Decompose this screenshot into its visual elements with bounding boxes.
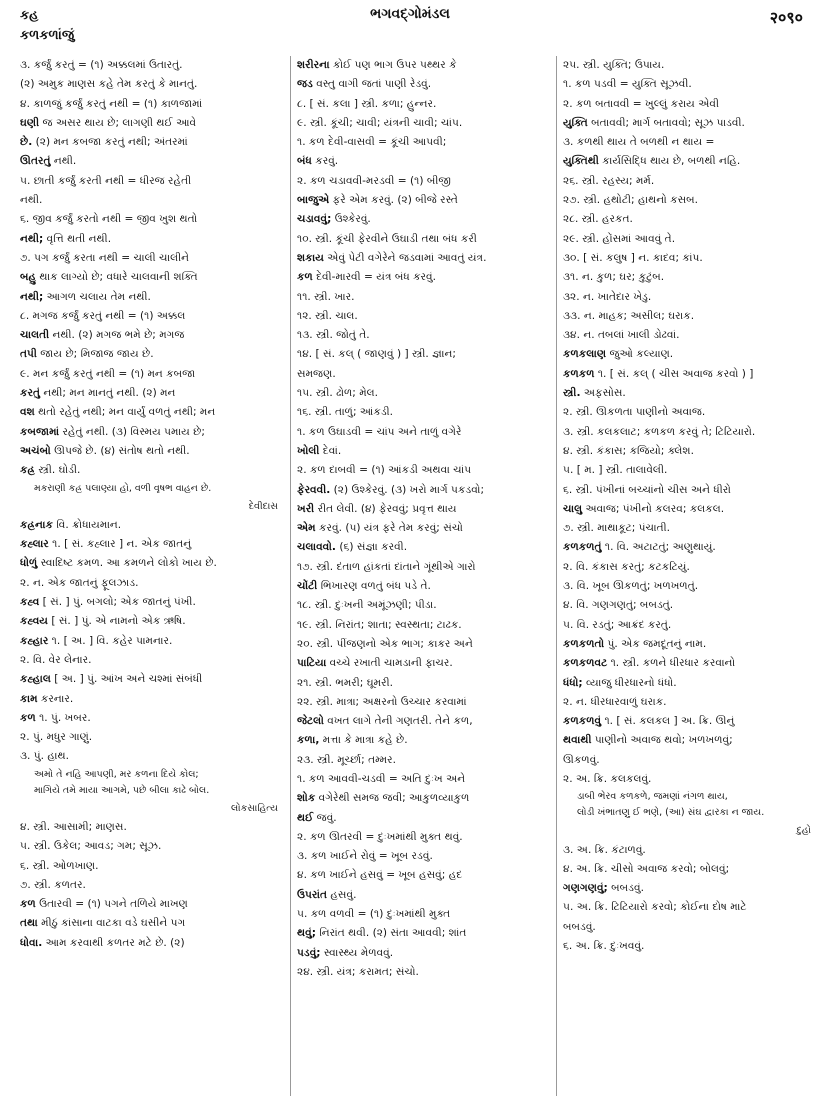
entry-line: દેવીદાસ [248,500,278,512]
entry-line: ૩. કળથી થાય તે બળથી ન થાય = [563,136,715,149]
headword: છે. [20,136,33,149]
entry-line: ૨૪. સ્ત્રી. યંત્ર; કરામત; સંચો. [297,965,419,978]
entry-line: કબજામાં રહેતું નથી. (૩) વિસ્મય પમાય છે; [20,425,205,438]
headword: કહ્હાર [20,634,49,647]
left-guide-word: કહ [20,8,39,23]
headword: ચડાવવું; [297,213,332,226]
entry-line: ૫. કળ વળવી = (૧) દુઃખમાંથી મુક્ત [297,908,451,921]
entry-line: અચંબો ઊપજે છે. (૪) સંતોષ થતો નથી. [20,444,190,457]
headword: વશ [20,406,35,419]
entry-line: કહ્હાર ૧. [ અ. ] વિ. કહેર પામનાર. [20,634,173,647]
entry-line: ૨. કળ ઊતરવી = દુઃખમાંથી મુક્ત થવું. [297,830,463,843]
entry-line: ૪. સ્ત્રી. કંકાસ; કજિયો; ક્લેશ. [563,444,694,457]
entry-line: લોડી ખંભાતણુ ઈ ભણે, (આ) સંઘ દ્વારકા ન જાય. [577,807,765,819]
entry-line: ૨૩. સ્ત્રી. મૂર્ચ્છા; તમ્મર. [297,753,396,766]
entry-line: ૧૭. સ્ત્રી. દંતાળ હાંકતાં દાંતાને ગૂંથીએ ગારો [297,560,476,573]
entry-line: ૨૯. સ્ત્રી. હોંસમાં આવવું તે. [563,232,676,245]
entry-line: ડાબી ભેરવ કળકળે, જમણાં નંગળ થાય, [577,791,728,803]
entry-line: મકરાણી કહ્ર પલાણ્યા હો, વળી વૃષભ વાહન છે. [34,482,212,494]
headword: કામ [20,692,38,705]
headword: ધંધો; [563,676,583,689]
entry-line: બહુ થાક લાગ્યો છે; વધારે ચાલવાની શક્તિ [20,271,198,284]
headword: કહ્લાર [20,538,49,551]
entry-line: ઊકળવું. [563,753,600,766]
entry-line: કહ્વ [ સં. ] પું. બગલો; એક જાતનું પંખી. [20,596,196,609]
column-2 [290,56,555,1096]
entry-line: ૩૧. ન. કુળ; ઘર; કુટુંબ. [563,271,665,284]
entry-line: ૩૦. [ સં. કલુષ ] ન. કાદવ; કાંપ. [563,251,703,264]
headword: કળકલાણ [563,348,607,361]
entry-line: ૨. ન. ધીરધારવાળું ઘરાક. [563,695,667,708]
entry-line: શકાય એવું પેટી વગેરેને જડવામાં આવતું યંત્ર. [297,251,487,264]
entry-line: યુક્તિ બતાવવી; માર્ગ બતાવવો; સૂઝ પાડવી. [563,116,745,129]
entry-line: ૭. સ્ત્રી. કળતર. [20,878,86,891]
headword: ગણગણવું; [563,882,608,895]
entry-line: ૯. સ્ત્રી. કૂંચી; ચાવી; યંત્રની ચાવી; ચાંપ. [297,116,463,129]
entry-line: કહ્વય [ સં. ] પું. એ નામનો એક ઋષિ. [20,615,186,628]
page-header [0,0,825,40]
headword: અચંબો [20,444,51,457]
entry-line: ૨. વિ. કંકાસ કરતું; કટકટિયું. [563,560,690,573]
entry-line: ૩૨. ન. ખાતેદાર ખેડુ. [563,290,652,303]
entry-line: ૨. ન. એક જાતનું ફૂલઝાડ. [20,576,139,589]
entry-line: કળકળ ૧. [ સં. કલ્ ( ચીસ અવાજ કરવો ) ] [563,367,754,380]
headword: થવાથી [563,734,592,747]
entry-line: કહ્હાલ [ અ. ] પું. આંખ અને ચશ્માં સંબંધી [20,673,203,686]
entry-line: માગિયે તમે માયા આગમે, પછે બીલા કાઢે બોલ. [34,784,210,796]
entry-line: કળકળતું ૧. વિ. અટાટતું; અણુથાયું. [563,541,716,554]
entry-line: પડવું; સ્વાસ્થ્ય મેળવવું. [297,946,394,959]
entry-line: ખરી રીત લેવી. (૪) ફેરવવું; પ્રવૃત્ત થાય [297,502,457,515]
entry-line: ૨. કળ ચડાવવી-મરડવી = (૧) બીજી [297,174,451,187]
entry-line: જેટલો વખત લાગે તેની ગણતરી. તેને કળ, [297,715,473,728]
entry-line: બબડવું. [563,920,596,933]
page-number: २०९० [769,8,803,27]
entry-line: કહ્લાર ૧. [ સં. કહ્લાર ] ન. એક જાતનું [20,538,192,551]
entry-line: ૧૪. [ સં. કલ્ ( જાણવું ) ] સ્ત્રી. જ્ઞાન; [297,348,456,361]
entry-line: કરતું નથી; મન માનતું નથી. (૨) મન [20,387,176,400]
headword: એમ [297,522,316,535]
headword: કળકળ [563,367,595,380]
headword: શકાય [297,251,324,264]
entry-line: ૨૫. સ્ત્રી. યુક્તિ; ઉપાય. [563,59,665,71]
headword: કળકળતું [563,541,602,554]
entry-line: કળકળવટ ૧. સ્ત્રી. કળને ધીરધાર કરવાનો [563,657,736,670]
entry-line: ચડાવવું; ઉશ્કેરવું. [297,213,371,226]
entry-line: ૩૩. ન. માહક; અસીલ; ઘરાક. [563,309,695,322]
headword: કળકળવટ [563,657,608,670]
entry-line: (૨) અમુક માણસ કહે તેમ કરતું કે માનતું. [20,78,198,91]
entry-line: ફેરવવી. (૨) ઉશ્કેરવું. (૩) ખરો માર્ગ પકડવો; [297,483,485,496]
entry-line: ૨. પું. મધુર ગાણું. [20,731,93,744]
entry-line: કહ્ર સ્ત્રી. ઘોડી. [20,464,81,477]
headword: થવું; [297,927,316,940]
headword: ખરી [297,502,315,515]
entry-line: કળકલાણ જુઓ કલ્યાણ. [563,348,674,361]
entry-line: પાટિયા વચ્ચે રખાતી ચામડાની ફાચર. [297,657,453,670]
entry-line: ૨. સ્ત્રી. ઊકળતા પાણીનો અવાજ. [563,406,706,419]
headword: કહ્વ [20,596,40,609]
entry-line: અમો તે નહિ આપણી, મર કળના દિયે કોલ; [34,768,199,780]
entry-line: નથી. [20,194,43,207]
entry-line: ૨. વિ. વેર લેનાર. [20,653,92,666]
headword: બાજુએ [297,194,330,207]
headword: શોક [297,792,316,805]
entry-line: એમ કરવું. (૫) યંત્ર ફરે તેમ કરવું; સંચો [297,522,463,535]
entry-line: નથી; વૃત્તિ થતી નથી. [20,232,112,245]
entry-line: છે. (૨) મન કબજા કરતું નથી; અંતરમાં [20,136,188,149]
headword: કળકળતો [563,637,605,650]
entry-line: લોકસાહિત્ય [231,802,278,814]
entry-line: ચોંટી ભિખારણ વળતું બંધ પડે તે. [297,580,431,593]
entry-line: કળ ઉતારવી = (૧) પગને તળિયે માખણ [20,898,188,911]
entry-line: ૪. સ્ત્રી. આસામી; માણસ. [20,820,127,833]
entry-line: ૪. વિ. ગણગણતું; બબડતું. [563,599,674,612]
entry-line: ૫. અ. ક્રિ. ટિટિયારો કરવો; કોઈના દોષ માટે [563,901,747,914]
entry-line: ૮. [ સં. કલા ] સ્ત્રી. કળા; હુન્નર. [297,97,437,110]
headword: તપી [20,348,37,361]
headword: ઊતરતું [20,155,51,168]
entry-line: કળા, મત્તા કે માત્રા કહે છે. [297,734,408,747]
entry-line: કળકળતો પું. એક જમદૂતનું નામ. [563,637,707,650]
entry-line: ચલાવવો. (૬) સંજ્ઞા કરવી. [297,541,408,554]
entry-line: ૬. અ. ક્રિ. દુઃખવવું. [563,940,645,953]
entry-line: ૩. પું. હાથ. [20,750,70,763]
entry-line: ૬. સ્ત્રી. પંખીનાં બચ્ચાંનો ચીસ અને ધીરો [563,483,731,496]
entry-line: ૪. અ. ક્રિ. ચીસો અવાજ કરવો; બોલવું; [563,862,730,875]
entry-line: ગણગણવું; બબડવું. [563,882,644,895]
entry-line: ૧. કળ ઉઘાડવી = ચાંપ અને તાળું વગેરે [297,425,462,438]
headword: ઉપરાંત [297,888,327,901]
entry-line: ૨૭. સ્ત્રી. હથોટી; હાથનો કસબ. [563,194,699,207]
entry-line: ઊતરતું નથી. [20,155,77,168]
headword: બંધ [297,155,312,168]
headword: ચાલતી [20,329,50,342]
headword: કહ્હાલ [20,673,51,686]
entry-line: ૫. છાતી કર્જું કરતી નથી = ધીરજ રહેતી [20,174,192,187]
entry-line: ૫. [ મ. ] સ્ત્રી. તાલાવેલી. [563,464,668,477]
entry-line: ૧. કળ આવવી-ચડવી = અતિ દુઃખ અને [297,772,466,785]
headword: કહ્ર [20,464,36,477]
entry-line: બંધ કરવું. [297,155,339,168]
entry-line: થવાથી પાણીનો અવાજ થવો; ખળખળવું; [563,734,733,747]
headword: કહ્વય [20,615,48,628]
entry-line: ૧૩. સ્ત્રી. જોતું તે. [297,329,370,342]
headword: ધોળું [20,557,38,570]
entry-line: યુક્તિથી કાર્યસિદ્ધિ થાય છે, બળથી નહિ. [563,155,741,168]
entry-line: ૬. સ્ત્રી. ઓળખાણ. [20,859,99,872]
entry-line: શોક વગેરેથી સમજ જવી; આકુળવ્યાકુળ [297,792,470,805]
headword: કળ [297,271,313,284]
headword: ચોંટી [297,580,318,593]
entry-line: ૮. મગજ કર્જું કરતું નથી = (૧) અક્કલ [20,309,186,322]
sub-guide-word: કળકળાંજું [20,28,75,43]
entry-line: ૩૪. ન. તબલાં ખાલી ડોઢવાં. [563,329,680,342]
headword: કળા, [297,734,320,747]
entry-line: કહ્રનાક વિ. ક્રોધાયમાન. [20,518,122,531]
entry-line: ૧૯. સ્ત્રી. નિરાંત; શાતા; સ્વસ્થતા; ટાઢક. [297,618,462,631]
entry-line: ૭. સ્ત્રી. માથાકૂટ; પંચાતી. [563,522,671,535]
entry-line: ૨૨. સ્ત્રી. માત્રા; અક્ષરનો ઉચ્ચાર કરવામાં [297,695,467,708]
headword: નથી; [20,290,44,303]
headword: જેટલો [297,715,324,728]
headword: યુક્તિ [563,116,588,129]
entry-line: ૬. જીવ કર્જું કરતો નથી = જીવ ખુશ થતો [20,213,198,226]
entry-line: ઘણી જ અસર થાય છે; લાગણી થઈ આવે [20,116,197,129]
entry-line: શરીરના કોઈ પણ ભાગ ઉપર પથ્થર કે [297,59,457,71]
entry-line: ૧૫. સ્ત્રી. ઢોળ; મેલ. [297,387,379,400]
entry-line: ૨૧. સ્ત્રી. ભમરી; ઘૂમરી. [297,676,394,689]
headword: ચલાવવો. [297,541,336,554]
page-title: ભગવદ્ગોમંડલ [370,6,450,22]
entry-line: ૧૨. સ્ત્રી. ચાલ. [297,309,358,322]
headword: કરતું [20,387,40,400]
headword: યુક્તિથી [563,155,599,168]
entry-line: ૩. કર્જું કરતું = (૧) અક્કલમાં ઉતારતું. [20,59,183,71]
entry-line: ઉપરાંત હસવું. [297,888,357,901]
entry-line: ૫. વિ. રડતું; આક્રંદ કરતું. [563,618,672,631]
headword: કળ [20,711,36,724]
entry-line: ૨. કળ દાબવી = (૧) આંકડી અથવા ચાંપ [297,464,472,477]
headword: તથા [20,917,38,930]
entry-line: ૩. અ. ક્રિ. કંટાળવું. [563,843,646,856]
headword: પડવું; [297,946,321,959]
entry-line: ૨૮. સ્ત્રી. હરકત. [563,213,633,226]
entry-line: કળકળવું ૧. [ સં. કલકલ ] અ. ક્રિ. ઊનું [563,715,735,728]
entry-line: ચાલતી નથી. (૨) મગજ ભમે છે; મગજ [20,329,185,342]
headword: જડ [297,78,313,91]
column-3 [556,56,811,1096]
entry-line: ૩. સ્ત્રી. કલકલાટ; કળકળ કરવું તે; ટિટિયારો. [563,425,756,438]
entry-line: કળ ૧. પું. ખબર. [20,711,91,724]
entry-line: સમજણ. [297,367,336,380]
entry-line: ધોવા. આમ કરવાથી કળતર મટે છે. (૨) [20,936,185,949]
entry-line: ૪. કળ ખાઈને હસવું = ખૂબ હસવું; હદ [297,869,463,882]
entry-line: ૧૧. સ્ત્રી. ખાર. [297,290,355,303]
entry-line: ૨૦. સ્ત્રી. પીંજણનો એક ભાગ; કાકર અને [297,637,473,650]
headword: થઈ [297,811,314,824]
entry-line: ૨. કળ બતાવવી = ખુલ્લું કરાય એવી [563,97,720,110]
entry-line: કળ દેવી-મારવી = યંત્ર બંધ કરવું. [297,271,436,284]
column-1 [20,56,278,1096]
entry-line: ધંધો; વ્યાજુ ધીરધારનો ધંધો. [563,676,677,689]
entry-line: ૧૬. સ્ત્રી. તાળું; આંકડી. [297,406,394,419]
headword: શરીરના [297,59,330,71]
entry-line: ચાલુ અવાજ; પંખીનો કલરવ; કલકલ. [563,502,725,515]
entry-line: ૫. સ્ત્રી. ઉકેલ; આવડ; ગમ; સૂઝ. [20,840,162,853]
headword: ઘણી [20,116,40,129]
entry-line: ૧૦. સ્ત્રી. કૂંચી ફેરવીને ઉઘાડી તથા બંધ કરી [297,232,477,245]
headword: ચાલુ [563,502,583,515]
entry-line: ૩. કળ ખાઈને રોવું = ખૂબ રડવું. [297,850,433,863]
headword: પાટિયા [297,657,327,670]
entry-line: વશ થતો રહેતું નથી; મન વાર્યું વળતું નથી; મન [20,406,216,419]
entry-line: થઈ જવું. [297,811,337,824]
headword: ફેરવવી. [297,483,331,496]
headword: ખોલી [297,444,320,457]
entry-line: ૭. પગ કર્જું કરતા નથી = ચાલી ચાલીને [20,251,190,264]
entry-line: ૨૬. સ્ત્રી. રહસ્ય; મર્મ. [563,174,655,187]
entry-line: જડ વસ્તુ વાગી જતાં પાણી રેડવું. [297,78,432,91]
headword: સ્ત્રી. [563,387,581,400]
entry-line: તપી જાય છે; મિજાજ જાય છે. [20,348,154,361]
entry-line: ખોલી દેવાં. [297,444,342,457]
headword: ધોવા. [20,936,43,949]
entry-line: બાજુએ ફરે એમ કરવું. (૨) બીજે રસ્તે [297,194,458,207]
headword: બહુ [20,271,37,284]
headword: કળ [20,898,36,911]
entry-line: ૪. કાળજું કર્જું કરતું નથી = (૧) કાળજામાં [20,97,203,110]
entry-line: થવું; નિરાંત થવી. (૨) સંતા આવવી; શાંત [297,927,467,940]
entry-line: સ્ત્રી. અફસોસ. [563,387,626,400]
entry-line: દુહો [796,825,811,837]
entry-line: ૨. અ. ક્રિ. કલકલવું. [563,772,652,785]
entry-line: નથી; આગળ ચલાય તેમ નથી. [20,290,151,303]
entry-line: તથા મીઠું કાંસાના વાટકા વડે ઘસીને પગ [20,917,186,930]
headword: કબજામાં [20,425,60,438]
entry-line: ૧. કળ દેવી-વાસવી = કૂંચી આપવી; [297,136,447,149]
headword: કહ્રનાક [20,518,53,531]
headword: કળકળવું [563,715,602,728]
entry-line: ૧૮. સ્ત્રી. દુઃખની અમૂંઝણી; પીડા. [297,599,437,612]
entry-line: કામ કરનાર. [20,692,74,705]
entry-line: ધોળું સ્વાદિષ્ટ કમળ. આ કમળને લોકો ખાય છે. [20,557,217,570]
entry-line: ૯. મન કર્જું કરતું નથી = (૧) મન કબજા [20,367,196,380]
headword: નથી; [20,232,44,245]
entry-line: ૩. વિ. ખૂબ ઊકળતું; ખળખળતું. [563,580,699,593]
entry-line: ૧. કળ પડવી = યુક્તિ સૂઝવી. [563,78,692,91]
